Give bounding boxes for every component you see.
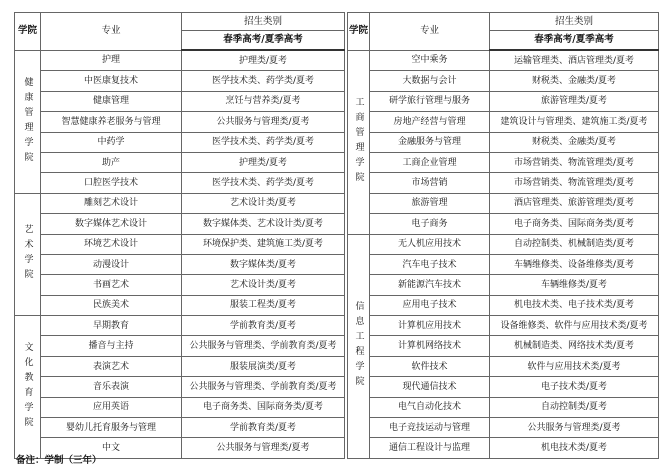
table-row <box>348 418 659 438</box>
major-cell: 电子商务 <box>370 214 490 234</box>
category-cell: 服装工程类/夏考 <box>182 295 345 315</box>
college-cell: 艺术学院 <box>15 193 41 315</box>
table-row <box>15 50 345 71</box>
table-row <box>15 397 345 417</box>
table-row <box>15 316 345 336</box>
table-row <box>15 356 345 376</box>
major-cell: 助产 <box>41 152 182 172</box>
major-cell: 大数据与会计 <box>370 71 490 91</box>
category-cell: 软件与应用技术类/夏考 <box>490 356 659 376</box>
category-cell: 公共服务与管理类、学前教育类/夏考 <box>182 377 345 397</box>
category-cell: 自动控制类/夏考 <box>490 397 659 417</box>
header-major: 专业 <box>41 13 182 51</box>
major-cell: 动漫设计 <box>41 254 182 274</box>
major-cell: 计算机网络技术 <box>370 336 490 356</box>
category-cell: 医学技术类、药学类/夏考 <box>182 71 345 91</box>
right-table <box>347 12 659 459</box>
major-cell: 中文 <box>41 438 182 458</box>
major-cell: 环境艺术设计 <box>41 234 182 254</box>
major-cell: 雕刻艺术设计 <box>41 193 182 213</box>
category-cell: 电子技术类/夏考 <box>490 377 659 397</box>
category-cell: 公共服务与管理类/夏考 <box>182 112 345 132</box>
category-cell: 市场营销类、物流管理类/夏考 <box>490 152 659 172</box>
category-cell: 学前教育类/夏考 <box>182 418 345 438</box>
category-cell: 公共服务与管理类、学前教育类/夏考 <box>182 336 345 356</box>
category-cell: 市场营销类、物流管理类/夏考 <box>490 173 659 193</box>
footer-note: 备注：学制（三年） <box>16 455 102 466</box>
category-cell: 护理类/夏考 <box>182 50 345 71</box>
table-row <box>15 132 345 152</box>
table-row <box>15 254 345 274</box>
major-cell: 中药学 <box>41 132 182 152</box>
major-cell: 口腔医学技术 <box>41 173 182 193</box>
category-cell: 学前教育类/夏考 <box>182 316 345 336</box>
major-cell: 表演艺术 <box>41 356 182 376</box>
table-row <box>348 438 659 458</box>
table-row <box>15 91 345 111</box>
category-cell: 医学技术类、药学类/夏考 <box>182 173 345 193</box>
table-row <box>348 234 659 254</box>
category-cell: 医学技术类、药学类/夏考 <box>182 132 345 152</box>
header-major: 专业 <box>370 13 490 51</box>
header-category: 招生类别 <box>490 13 659 31</box>
category-cell: 设备维修类、软件与应用技术类/夏考 <box>490 316 659 336</box>
major-cell: 房地产经营与管理 <box>370 112 490 132</box>
category-cell: 电子商务类、国际商务类/夏考 <box>182 397 345 417</box>
major-cell: 音乐表演 <box>41 377 182 397</box>
table-row <box>348 295 659 315</box>
category-cell: 服装展演类/夏考 <box>182 356 345 376</box>
table-row <box>348 132 659 152</box>
table-row <box>348 214 659 234</box>
category-cell: 数字媒体类、艺术设计类/夏考 <box>182 214 345 234</box>
major-cell: 电气自动化技术 <box>370 397 490 417</box>
major-cell: 软件技术 <box>370 356 490 376</box>
table-row <box>15 336 345 356</box>
category-cell: 建筑设计与管理类、建筑施工类/夏考 <box>490 112 659 132</box>
major-cell: 市场营销 <box>370 173 490 193</box>
category-cell: 机械制造类、网络技术类/夏考 <box>490 336 659 356</box>
category-cell: 旅游管理类/夏考 <box>490 91 659 111</box>
category-cell: 自动控制类、机械制造类/夏考 <box>490 234 659 254</box>
category-cell: 公共服务与管理类/夏考 <box>490 418 659 438</box>
table-row <box>348 275 659 295</box>
category-cell: 烹饪与营养类/夏考 <box>182 91 345 111</box>
major-cell: 播音与主持 <box>41 336 182 356</box>
college-cell: 健康管理学院 <box>15 50 41 193</box>
category-cell: 艺术设计类/夏考 <box>182 193 345 213</box>
table-row <box>348 193 659 213</box>
header-category: 招生类别 <box>182 13 345 31</box>
table-row <box>15 295 345 315</box>
header-college: 学院 <box>348 13 370 51</box>
table-row <box>348 336 659 356</box>
major-cell: 应用英语 <box>41 397 182 417</box>
major-cell: 婴幼儿托育服务与管理 <box>41 418 182 438</box>
admissions-tables <box>14 12 658 454</box>
major-cell: 书画艺术 <box>41 275 182 295</box>
category-cell: 机电技术类、电子技术类/夏考 <box>490 295 659 315</box>
major-cell: 民族美术 <box>41 295 182 315</box>
table-row <box>348 397 659 417</box>
major-cell: 健康管理 <box>41 91 182 111</box>
table-row <box>348 254 659 274</box>
major-cell: 新能源汽车技术 <box>370 275 490 295</box>
table-row <box>348 50 659 71</box>
major-cell: 通信工程设计与监理 <box>370 438 490 458</box>
major-cell: 空中乘务 <box>370 50 490 71</box>
major-cell: 金融服务与管理 <box>370 132 490 152</box>
category-cell: 数字媒体类/夏考 <box>182 254 345 274</box>
table-row <box>348 152 659 172</box>
table-row <box>15 234 345 254</box>
table-row <box>15 112 345 132</box>
major-cell: 工商企业管理 <box>370 152 490 172</box>
table-row <box>15 71 345 91</box>
category-cell: 财税类、金融类/夏考 <box>490 71 659 91</box>
category-cell: 运输管理类、酒店管理类/夏考 <box>490 50 659 71</box>
college-cell: 文化教育学院 <box>15 316 41 459</box>
table-row <box>15 173 345 193</box>
major-cell: 旅游管理 <box>370 193 490 213</box>
table-row <box>15 418 345 438</box>
category-cell: 车辆维修类、设备维修类/夏考 <box>490 254 659 274</box>
header-sub: 春季高考/夏季高考 <box>490 31 659 51</box>
category-cell: 车辆维修类/夏考 <box>490 275 659 295</box>
table-row <box>15 377 345 397</box>
table-row <box>348 71 659 91</box>
header-college: 学院 <box>15 13 41 51</box>
category-cell: 机电技术类/夏考 <box>490 438 659 458</box>
major-cell: 护理 <box>41 50 182 71</box>
table-row <box>15 275 345 295</box>
header-sub: 春季高考/夏季高考 <box>182 31 345 51</box>
major-cell: 智慧健康养老服务与管理 <box>41 112 182 132</box>
major-cell: 计算机应用技术 <box>370 316 490 336</box>
major-cell: 数字媒体艺术设计 <box>41 214 182 234</box>
table-row <box>348 91 659 111</box>
table-row <box>348 356 659 376</box>
category-cell: 电子商务类、国际商务类/夏考 <box>490 214 659 234</box>
left-table <box>14 12 345 459</box>
category-cell: 护理类/夏考 <box>182 152 345 172</box>
college-cell: 工商管理学院 <box>348 50 370 234</box>
category-cell: 艺术设计类/夏考 <box>182 275 345 295</box>
table-row <box>15 214 345 234</box>
major-cell: 应用电子技术 <box>370 295 490 315</box>
major-cell: 无人机应用技术 <box>370 234 490 254</box>
table-row <box>348 316 659 336</box>
category-cell: 环境保护类、建筑施工类/夏考 <box>182 234 345 254</box>
table-row <box>15 152 345 172</box>
table-row <box>348 173 659 193</box>
major-cell: 中医康复技术 <box>41 71 182 91</box>
major-cell: 研学旅行管理与服务 <box>370 91 490 111</box>
category-cell: 公共服务与管理类/夏考 <box>182 438 345 458</box>
major-cell: 电子竞技运动与管理 <box>370 418 490 438</box>
major-cell: 汽车电子技术 <box>370 254 490 274</box>
table-row <box>15 193 345 213</box>
category-cell: 财税类、金融类/夏考 <box>490 132 659 152</box>
major-cell: 现代通信技术 <box>370 377 490 397</box>
category-cell: 酒店管理类、旅游管理类/夏考 <box>490 193 659 213</box>
major-cell: 早期教育 <box>41 316 182 336</box>
college-cell: 信息工程学院 <box>348 234 370 458</box>
table-row <box>348 377 659 397</box>
table-row <box>348 112 659 132</box>
